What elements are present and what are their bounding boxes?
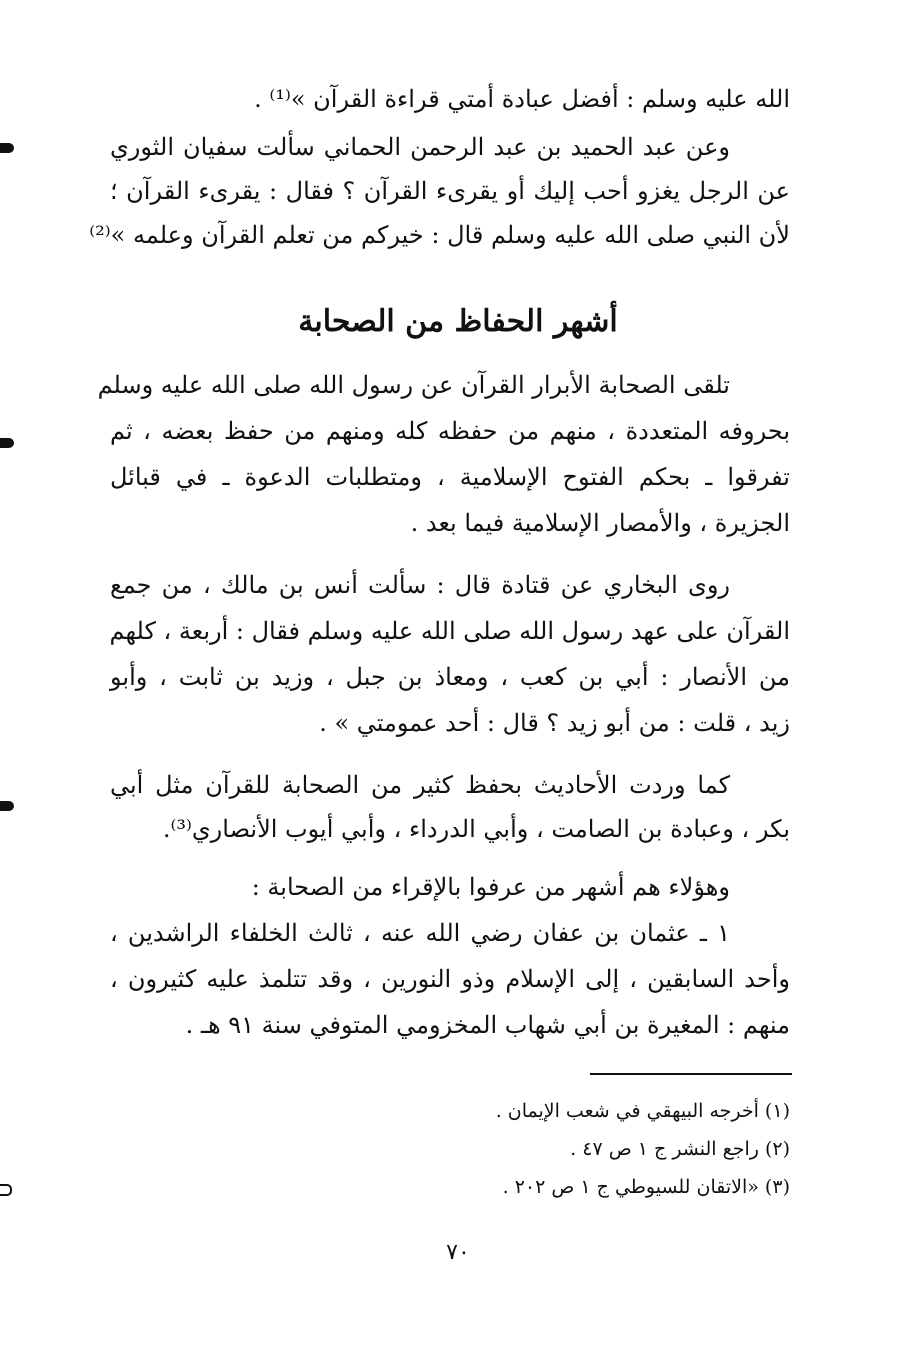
scan-margin-mark [0, 143, 14, 153]
text-line: روى البخاري عن قتادة قال : سألت أنس بن مالك ، من جمع [110, 571, 730, 599]
text-line: وهؤلاء هم أشهر من عرفوا بالإقراء من الصحابة : [251, 873, 730, 901]
text-line: الله عليه وسلم : أفضل عبادة أمتي قراءة القرآن »⁽¹⁾ . [254, 85, 790, 113]
text-line: زيد ، قلت : من أبو زيد ؟ قال : أحد عمومتي » . [319, 709, 790, 737]
page-number: ٧٠ [446, 1240, 470, 1265]
scan-margin-mark [0, 801, 14, 811]
footnote: (١) أخرجه البيهقي في شعب الإيمان . [495, 1100, 790, 1122]
text-line: منهم : المغيرة بن أبي شهاب المخزومي المتوفي سنة ٩١ هـ . [185, 1011, 790, 1039]
text-line: الجزيرة ، والأمصار الإسلامية فيما بعد . [410, 509, 790, 537]
footnote-separator [590, 1073, 792, 1075]
text-line: من الأنصار : أبي بن كعب ، ومعاذ بن جبل ، وزيد بن ثابت ، وأبو [110, 663, 790, 691]
text-line: وعن عبد الحميد بن عبد الرحمن الحماني سألت سفيان الثوري [110, 133, 730, 161]
text-line: عن الرجل يغزو أحب إليك أو يقرىء القرآن ؟ فقال : يقرىء القرآن ؛ [110, 177, 790, 205]
text-line: لأن النبي صلى الله عليه وسلم قال : خيركم من تعلم القرآن وعلمه »⁽²⁾ [89, 221, 790, 249]
text-line: تفرقوا ـ بحكم الفتوح الإسلامية ، ومتطلبات الدعوة ـ في قبائل [110, 463, 790, 491]
text-line: وأحد السابقين ، إلى الإسلام وذو النورين ، وقد تتلمذ عليه كثيرون ، [110, 965, 790, 993]
text-line: كما وردت الأحاديث بحفظ كثير من الصحابة للقرآن مثل أبي [110, 771, 730, 799]
text-line: تلقى الصحابة الأبرار القرآن عن رسول الله صلى الله عليه وسلم [97, 371, 730, 399]
footnote: (٢) راجع النشر ج ١ ص ٤٧ . [570, 1138, 790, 1160]
section-title: أشهر الحفاظ من الصحابة [298, 304, 618, 339]
footnote: (٣) «الاتقان للسيوطي ج ١ ص ٢٠٢ . [502, 1176, 790, 1198]
scan-margin-mark [0, 1184, 12, 1196]
text-line: بكر ، وعبادة بن الصامت ، وأبي الدرداء ، وأبي أيوب الأنصاري⁽³⁾. [162, 815, 790, 843]
scan-margin-mark [0, 438, 14, 448]
text-line: القرآن على عهد رسول الله صلى الله عليه وسلم فقال : أربعة ، كلهم [109, 617, 790, 645]
text-line: ١ ـ عثمان بن عفان رضي الله عنه ، ثالث الخلفاء الراشدين ، [110, 919, 730, 947]
text-line: بحروفه المتعددة ، منهم من حفظه كله ومنهم من حفظ بعضه ، ثم [110, 417, 790, 445]
